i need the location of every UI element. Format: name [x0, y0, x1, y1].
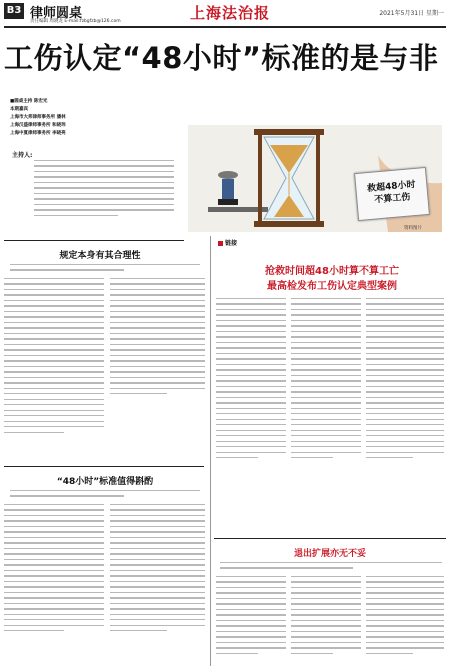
section-title: 律师圆桌	[30, 6, 83, 21]
link-col3	[366, 298, 444, 463]
mid-article-title: “48小时”标准值得斟酌	[56, 477, 154, 487]
section-rule	[4, 466, 204, 467]
mid-article-col1	[4, 504, 104, 636]
header-rule	[4, 26, 446, 28]
left-article-col2	[110, 278, 205, 399]
left-article-lead	[10, 264, 200, 275]
photo-caption: 资料图片	[404, 226, 422, 231]
note-card-line: 救超48小时	[366, 179, 416, 195]
byline-line: 上海市大邦律师事务所 潘林	[10, 115, 66, 120]
byline-line: 上海中夏律师事务所 李晓亮	[10, 131, 66, 136]
link-label: 链接	[218, 238, 237, 247]
right-col1	[216, 576, 286, 658]
right-col2	[291, 576, 361, 658]
link-col2	[291, 298, 361, 463]
left-article-title: 规定本身有其合理性	[59, 251, 141, 261]
newspaper-logo: 上海法治报	[190, 4, 271, 22]
host-intro-label: 主持人:	[12, 152, 33, 159]
link-title-line1: 抢救时间超48小时算不算工亡	[265, 266, 399, 277]
left-article-col1	[4, 278, 104, 437]
main-headline: 工伤认定“48小时”标准的是与非	[4, 41, 439, 75]
section-rule	[214, 538, 446, 539]
byline-line: ■圆桌主持 陈宏光	[10, 99, 48, 104]
mid-article-lead	[10, 490, 200, 501]
byline-line: 本期嘉宾	[10, 107, 28, 112]
right-article-lead	[220, 562, 442, 573]
host-intro-text	[34, 160, 174, 220]
issue-date: 2021年5月31日 星期一	[379, 10, 444, 17]
page-number-badge: B3	[4, 3, 24, 19]
section-rule	[4, 240, 184, 241]
note-card	[354, 167, 430, 221]
column-divider	[210, 236, 211, 666]
mid-article-col2	[110, 504, 205, 636]
right-col3	[366, 576, 444, 658]
note-card-line: 不算工伤	[374, 192, 411, 206]
editor-info: 责任编辑 周晓龙 E-mail:fzbgfzb@126.com	[30, 19, 121, 24]
right-article-title: 退出扩展亦无不妥	[293, 549, 366, 559]
link-title-line2: 最高检发布工伤认定典型案例	[267, 281, 397, 292]
byline-block	[10, 98, 130, 138]
link-col1	[216, 298, 286, 463]
byline-line: 上海汉盛律师事务所 和晓玮	[10, 123, 66, 128]
page-header	[0, 0, 450, 28]
